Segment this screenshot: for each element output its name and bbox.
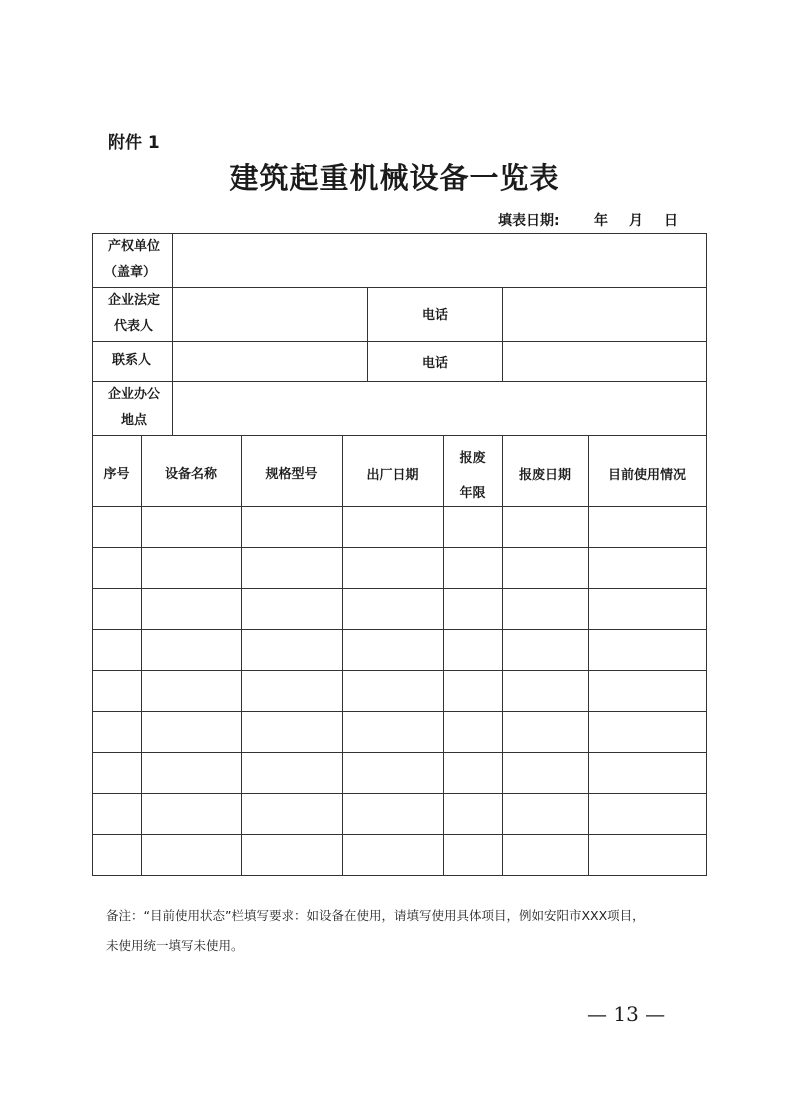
col-scrap-years-header-line2: 年限 [459,486,486,501]
phone-label-2: 电话 [421,356,448,371]
col-scrap-years-header-line1: 报废 [459,451,486,466]
fill-date-label: 填表日期: [498,213,560,229]
legal-rep-label-line1: 企业法定 [108,293,161,308]
attachment-label: 附件 1 [108,133,160,153]
fill-date-month: 月 [629,213,643,229]
legal-rep-label-line2: 代表人 [114,319,154,334]
phone-label-1: 电话 [421,308,448,323]
col-name-header: 设备名称 [164,467,217,482]
fill-date-day: 日 [664,213,678,229]
col-scrap-date-header: 报废日期 [518,468,571,483]
office-label-line2: 地点 [121,413,148,428]
note-line1: 备注：“目前使用状态”栏填写要求：如设备在使用，请填写使用具体项目，例如安阳市XXX项目， [106,908,645,923]
col-mfg-date-header: 出厂日期 [366,468,419,483]
col-status-header: 目前使用情况 [607,468,686,483]
fill-date-year: 年 [594,213,608,229]
col-seq-header: 序号 [103,467,130,482]
page-number: — 13 — [587,1002,666,1026]
note-line2: 未使用统一填写未使用。 [106,938,244,953]
col-model-header: 规格型号 [265,467,318,482]
owner-label-line2: （盖章） [104,265,157,280]
contact-label: 联系人 [112,353,152,368]
office-label-line1: 企业办公 [108,387,161,402]
owner-label-line1: 产权单位 [108,239,161,254]
document-title: 建筑起重机械设备一览表 [229,161,560,195]
